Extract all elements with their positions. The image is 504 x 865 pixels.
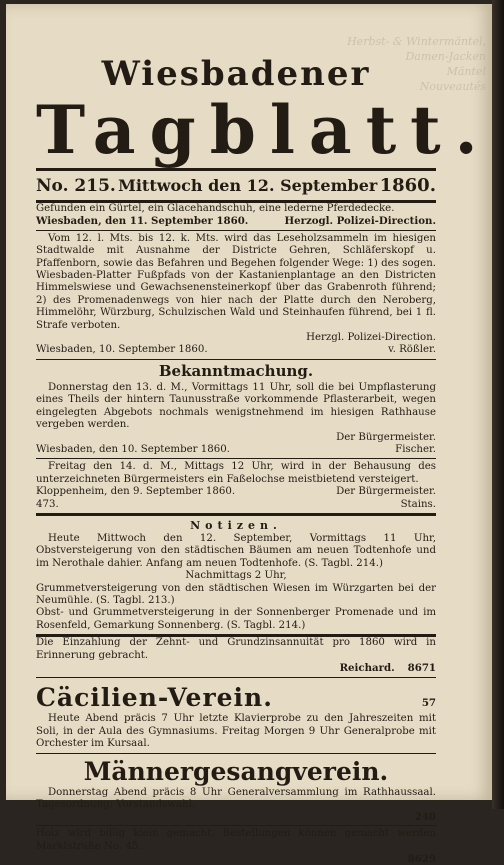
zehnt-text: Die Einzahlung der Zehnt- und Grundzinsannuität pro 1860 wird in Erinnerung gebracht. xyxy=(36,637,436,661)
caecilien-text: Heute Abend präcis 7 Uhr letzte Klavierprobe zu den Jahreszeiten mit Soli, in der Aula des Gymnasiums. Freitag Morgen 9 Uhr Generalprobe mit Orchester im Kursaal. xyxy=(36,713,436,750)
caecilien-heading: Cäcilien-Verein. xyxy=(36,683,273,713)
newspaper-page xyxy=(6,4,492,865)
divider xyxy=(36,753,436,754)
issue-year: 1860. xyxy=(379,175,436,196)
notice-auction-footer2: 473. Stains. xyxy=(36,498,436,510)
maenner-heading: Männergesangverein. xyxy=(83,756,389,786)
show-through-text: Herbst- & Wintermäntel, Damen-Jacken Mäntel Nouveautés xyxy=(347,35,486,93)
divider xyxy=(36,677,436,678)
holz-text: Holz wird billig klein gemacht. Bestellungen können gemacht werden Marktstraße No. 45. xyxy=(36,828,436,852)
notizen-text3: Obst- und Grummetversteigerung in der Sonnenberger Promenade und im Rosenfeld, Gemarkung Sonnenberg. (S. Tagbl. 214.) xyxy=(36,607,436,631)
masthead-line2: Tagblatt. xyxy=(36,91,492,169)
dateline xyxy=(36,171,436,198)
notice-found-footer: Wiesbaden, den 11. September 1860. Herzogl. Polizei-Direction. xyxy=(36,215,436,228)
notizen-text2: Grummetversteigerung von den städtischen Wiesen im Würzgarten bei der Neumühle. (S. Tagbl. 213.) xyxy=(36,582,436,606)
book-spine xyxy=(492,0,504,809)
maenner-text: Donnerstag Abend präcis 8 Uhr Generalversammlung im Rathhaussaal. Tagesordnung: Vorstandswahl. xyxy=(36,786,436,811)
notice-forest-authority: Herzgl. Polizei-Direction. xyxy=(306,332,436,344)
issue-date: Mittwoch den 12. September xyxy=(118,176,378,195)
divider xyxy=(36,825,436,826)
bekanntmachung-footer: Wiesbaden, den 10. September 1860. Fischer. xyxy=(36,443,436,455)
divider xyxy=(36,458,436,459)
notizen-heading: Notizen. xyxy=(190,518,282,532)
notizen-text1: Heute Mittwoch den 12. September, Vormittags 11 Uhr, Obstversteigerung von den städtischen Bäumen am neuen Todtenhofe und im Nerothale dahier. Anfang am neuen Todtenhofe. (S. Tagbl. 214.) xyxy=(36,532,436,569)
maenner-number: 240 xyxy=(414,811,436,824)
notice-forest-text: Vom 12. l. Mts. bis 12. k. Mts. wird das Leseholzsammeln im hiesigen Stadtwalde mit Ausnahme der Districte Gehren, Schläferskopf u. Pfaffenborn, sowie das Befahren und Begehen folgender Wege: 1) des sogen. Wiesbaden-Platter Fußpfads von der Kastanienplantage an den Districten Himmelswiese und Gewachsenensteinerkopf über das Grabenroth führend; 2) des Promenadenwegs von hier nach der Platte durch den Neroberg, Himmelöhr, Würzburg, Schulzischen Wald und Steinhaufen führend, bei 1 fl. Strafe verboten. xyxy=(36,232,436,331)
section-rule xyxy=(36,513,436,516)
notice-auction-text: Freitag den 14. d. M., Mittags 12 Uhr, wird in der Behausung des unterzeichneten Bürgermeisters ein Faßelochse meistbietend versteigert. xyxy=(36,461,436,485)
notice-found-text: Gefunden ein Gürtel, ein Glacehandschuh, eine lederne Pferdedecke. xyxy=(36,203,395,214)
caecilien-number: 57 xyxy=(421,697,436,710)
bekanntmachung-text: Donnerstag den 13. d. M., Vormittags 11 Uhr, soll die bei Umpflasterung eines Theils der hintern Taunusstraße vorkommende Pflasterarbeit, wegen eingelegten Abgebots nochmals wenigstnehmend im hiesigen Rathhause vergeben werden. xyxy=(36,381,436,431)
bekanntmachung-heading: Bekanntmachung. xyxy=(158,361,314,380)
holz-number: 8629 xyxy=(407,853,436,865)
notice-auction-footer1: Kloppenheim, den 9. September 1860. Der Bürgermeister. xyxy=(36,486,436,498)
bekanntmachung-role: Der Bürgermeister. xyxy=(336,431,436,443)
notizen-nachmittags: Nachmittags 2 Uhr, xyxy=(185,570,287,582)
divider xyxy=(36,230,436,231)
issue-number: No. 215. xyxy=(36,176,116,196)
caecilien-header xyxy=(36,680,436,713)
masthead-line1: Wiesbadener xyxy=(101,54,371,94)
zehnt-footer: Reichard. 8671 xyxy=(339,662,436,674)
page-content xyxy=(36,14,492,865)
notice-forest-footer: Wiesbaden, 10. September 1860. v. Rößler. xyxy=(36,344,436,356)
divider xyxy=(36,359,436,360)
